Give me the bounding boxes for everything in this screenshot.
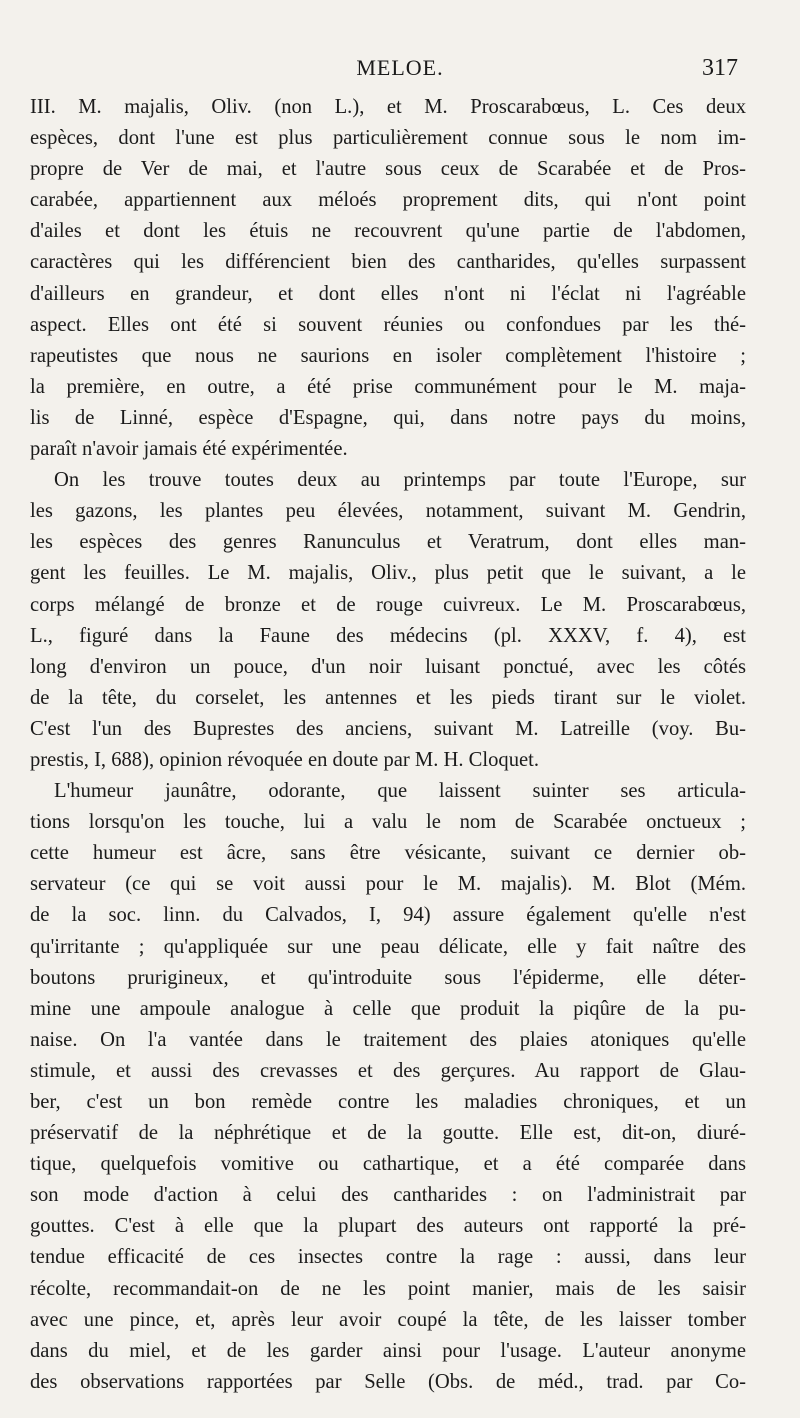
text-line: L'humeur jaunâtre, odorante, que laissent suinter ses articula- bbox=[54, 780, 746, 803]
text-line: gent les feuilles. Le M. majalis, Oliv., plus petit que le suivant, a le bbox=[30, 562, 746, 585]
text-line: servateur (ce qui se voit aussi pour le M. majalis). M. Blot (Mém. bbox=[30, 873, 746, 896]
text-line: préservatif de la néphrétique et de la goutte. Elle est, dit-on, diuré- bbox=[30, 1122, 746, 1145]
running-head: MELOE. bbox=[356, 55, 444, 80]
text-line: L., figuré dans la Faune des médecins (pl. XXXV, f. 4), est bbox=[30, 624, 746, 647]
text-line: espèces, dont l'une est plus particulièrement connue sous le nom im- bbox=[30, 127, 746, 150]
text-line: paraît n'avoir jamais été expérimentée. bbox=[30, 438, 348, 461]
text-line: d'ailes et dont les étuis ne recouvrent qu'une partie de l'abdomen, bbox=[30, 220, 746, 243]
text-line: corps mélangé de bronze et de rouge cuivreux. Le M. Proscarabœus, bbox=[30, 593, 746, 616]
text-line: boutons prurigineux, et qu'introduite sous l'épiderme, elle déter- bbox=[30, 966, 746, 989]
text-line: tique, quelquefois vomitive ou cathartique, et a été comparée dans bbox=[30, 1153, 746, 1176]
text-line: de la tête, du corselet, les antennes et les pieds tirant sur le violet. bbox=[30, 686, 746, 709]
text-line: mine une ampoule analogue à celle que produit la piqûre de la pu- bbox=[30, 997, 746, 1020]
text-line: III. M. majalis, Oliv. (non L.), et M. Proscarabœus, L. Ces deux bbox=[30, 96, 746, 118]
text-line: les espèces des genres Ranunculus et Veratrum, dont elles man- bbox=[30, 531, 746, 554]
text-line: avec une pince, et, après leur avoir coupé la tête, de les laisser tomber bbox=[30, 1308, 746, 1331]
text-line: naise. On l'a vantée dans le traitement des plaies atoniques qu'elle bbox=[30, 1028, 746, 1051]
page-header bbox=[0, 55, 800, 89]
text-line: ber, c'est un bon remède contre les maladies chroniques, et un bbox=[30, 1091, 746, 1113]
text-line: prestis, I, 688), opinion révoquée en doute par M. H. Cloquet. bbox=[30, 748, 540, 771]
text-line: qu'irritante ; qu'appliquée sur une peau délicate, elle y fait naître des bbox=[30, 935, 746, 958]
text-line: la première, en outre, a été prise communément pour le M. maja- bbox=[30, 375, 746, 398]
text-line: carabée, appartiennent aux méloés proprement dits, qui n'ont point bbox=[30, 189, 746, 212]
text-line: son mode d'action à celui des cantharides : on l'administrait par bbox=[30, 1184, 746, 1207]
text-line: cette humeur est âcre, sans être vésicante, suivant ce dernier ob- bbox=[30, 842, 746, 865]
text-line: de la soc. linn. du Calvados, I, 94) assure également qu'elle n'est bbox=[30, 904, 746, 927]
text-line: lis de Linné, espèce d'Espagne, qui, dans notre pays du moins, bbox=[30, 406, 746, 429]
text-line: C'est l'un des Buprestes des anciens, suivant M. Latreille (voy. Bu- bbox=[30, 717, 746, 740]
text-line: tendue efficacité de ces insectes contre la rage : aussi, dans leur bbox=[30, 1246, 746, 1269]
text-line: des observations rapportées par Selle (Obs. de méd., trad. par Co- bbox=[30, 1370, 746, 1393]
text-line: rapeutistes que nous ne saurions en isoler complètement l'histoire ; bbox=[30, 344, 746, 367]
text-line: caractères qui les différencient bien des cantharides, qu'elles surpassent bbox=[30, 251, 746, 274]
body-text bbox=[30, 92, 746, 1398]
text-line: On les trouve toutes deux au printemps par toute l'Europe, sur bbox=[54, 469, 746, 492]
text-line: aspect. Elles ont été si souvent réunies ou confondues par les thé- bbox=[30, 313, 746, 336]
text-line: les gazons, les plantes peu élevées, notamment, suivant M. Gendrin, bbox=[30, 500, 746, 523]
text-line: d'ailleurs en grandeur, et dont elles n'ont ni l'éclat ni l'agréable bbox=[30, 282, 746, 305]
text-line: propre de Ver de mai, et l'autre sous ceux de Scarabée et de Pros- bbox=[30, 158, 746, 181]
text-line: tions lorsqu'on les touche, lui a valu le nom de Scarabée onctueux ; bbox=[30, 811, 746, 834]
text-line: récolte, recommandait-on de ne les point manier, mais de les saisir bbox=[30, 1277, 746, 1300]
text-line: gouttes. C'est à elle que la plupart des auteurs ont rapporté la pré- bbox=[30, 1215, 746, 1238]
page-number: 317 bbox=[702, 55, 738, 81]
text-line: dans du miel, et de les garder ainsi pour l'usage. L'auteur anonyme bbox=[30, 1339, 746, 1362]
text-line: long d'environ un pouce, d'un noir luisant ponctué, avec les côtés bbox=[30, 655, 746, 678]
text-line: stimule, et aussi des crevasses et des gerçures. Au rapport de Glau- bbox=[30, 1059, 746, 1082]
